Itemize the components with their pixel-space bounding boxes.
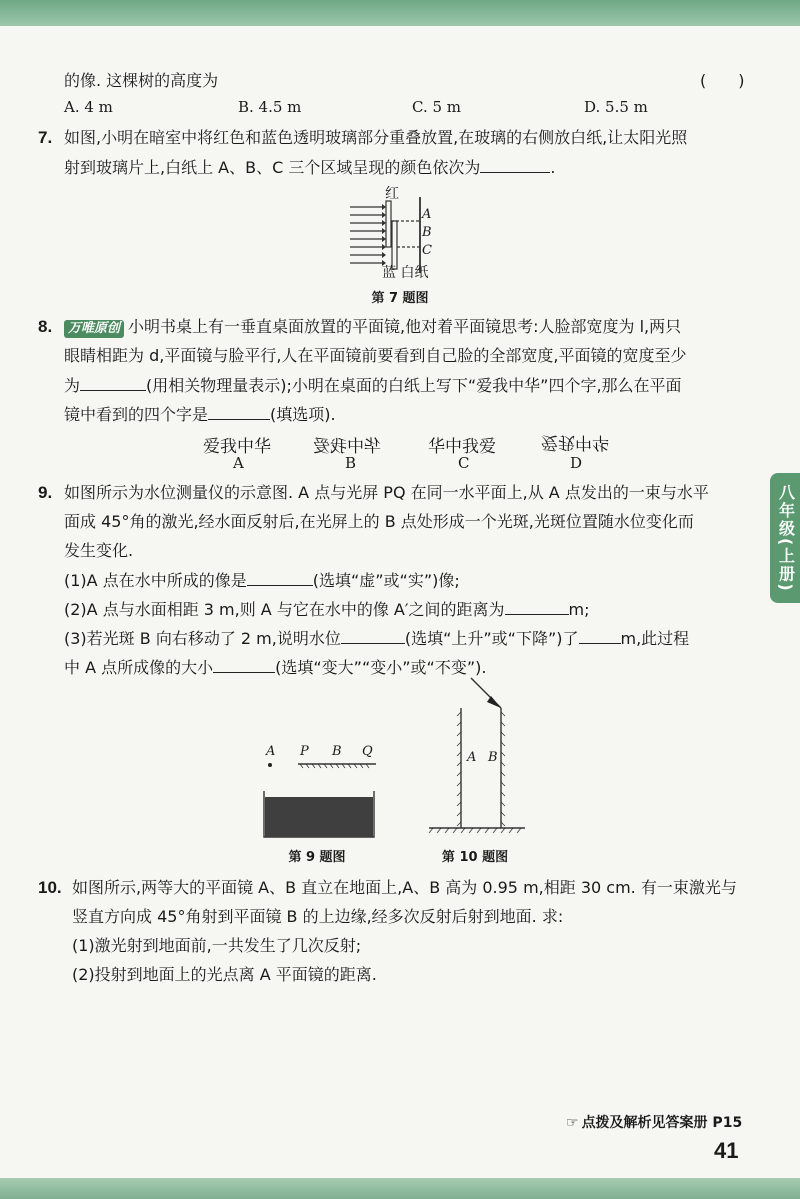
- fig9-label-p: P: [300, 744, 309, 759]
- fig10-caption: 第 10 题图: [441, 850, 509, 865]
- q8-choice-a-text: 爱我中华: [203, 437, 271, 457]
- pointer-icon: ☞: [566, 1115, 579, 1131]
- q10-sub-2: (2)投射到地面上的光点离 A 平面镜的距离.: [72, 965, 377, 984]
- q6-option-a: A. 4 m: [64, 98, 113, 116]
- q9-sub-4: 中 A 点所成像的大小 (选填“变大”“变小”或“不变”).: [64, 658, 487, 677]
- top-color-band: [0, 0, 800, 26]
- fig7-label-a: A: [422, 207, 432, 222]
- q9-line-3: 发生变化.: [64, 541, 134, 560]
- q6-option-c: C. 5 m: [412, 98, 462, 116]
- fig7-label-c: C: [422, 243, 432, 258]
- fig9-caption: 第 9 题图: [288, 850, 346, 865]
- figure-10-diagram: [425, 676, 530, 836]
- q8-choice-c-label: C: [458, 454, 470, 472]
- q8-line-3: 为 (用相关物理量表示);小明在桌面的白纸上写下“爱我中华”四个字,那么在平面: [64, 376, 682, 395]
- bottom-color-band: [0, 1178, 800, 1199]
- q9-number: 9.: [38, 483, 53, 502]
- fig10-label-b: B: [488, 750, 498, 765]
- q9-answer-blank-1[interactable]: [247, 569, 313, 586]
- fig9-label-b: B: [332, 744, 342, 759]
- page-number: 41: [714, 1138, 739, 1163]
- q9-answer-blank-4[interactable]: [579, 627, 621, 644]
- fig9-label-q: Q: [362, 744, 373, 759]
- fig7-caption: 第 7 题图: [371, 291, 429, 306]
- original-badge: 万唯原创: [64, 320, 124, 338]
- q10-line-2: 竖直方向成 45°角射到平面镜 B 的上边缘,经多次反射后射到地面. 求:: [72, 907, 564, 926]
- q6-answer-paren: ( ): [700, 71, 745, 90]
- q7-line-2: 射到玻璃片上,白纸上 A、B、C 三个区域呈现的颜色依次为 .: [64, 158, 556, 177]
- fig7-label-b: B: [422, 225, 432, 240]
- q7-answer-blank[interactable]: [480, 156, 550, 173]
- fig9-label-a: A: [266, 744, 276, 759]
- q9-answer-blank-3[interactable]: [341, 627, 405, 644]
- q6-option-d: D. 5.5 m: [584, 98, 648, 116]
- q10-sub-1: (1)激光射到地面前,一共发生了几次反射;: [72, 936, 362, 955]
- q8-line-4: 镜中看到的四个字是 (填选项).: [64, 405, 336, 424]
- q8-choice-b-text: 华中我爱: [313, 437, 381, 457]
- q8-number: 8.: [38, 317, 53, 336]
- q7-line-1: 如图,小明在暗室中将红色和蓝色透明玻璃部分重叠放置,在玻璃的右侧放白纸,让太阳光照: [64, 128, 688, 147]
- q9-line-1: 如图所示为水位测量仪的示意图. A 点与光屏 PQ 在同一水平面上,从 A 点发出的一束与水平: [64, 483, 709, 502]
- q6-option-b: B. 4.5 m: [238, 98, 302, 116]
- q8-answer-blank-2[interactable]: [208, 403, 270, 420]
- grade-side-tab: 八年级(上册): [770, 473, 800, 603]
- fig7-label-red: 红: [385, 186, 399, 202]
- q6-stem-end: 的像. 这棵树的高度为: [64, 71, 219, 90]
- answer-reference-note: ☞ 点拨及解析见答案册 P15: [566, 1115, 743, 1131]
- q8-choice-d-label: D: [570, 454, 583, 472]
- fig7-label-blue-paper: 蓝 白纸: [382, 265, 429, 281]
- q9-line-2: 面成 45°角的激光,经水面反射后,在光屏上的 B 点处形成一个光斑,光斑位置随水位变化而: [64, 512, 694, 531]
- q9-answer-blank-2[interactable]: [505, 598, 569, 615]
- fig10-label-a: A: [467, 750, 477, 765]
- q8-choice-a-label: A: [233, 454, 244, 472]
- q8-choice-d-text: 爱我中华: [541, 432, 609, 452]
- q9-sub-3: (3)若光斑 B 向右移动了 2 m,说明水位 (选填“上升”或“下降”)了 m,此过程: [64, 629, 690, 648]
- figure-9-diagram: [258, 755, 380, 840]
- q8-answer-blank-1[interactable]: [80, 374, 146, 391]
- q8-choice-b-label: B: [345, 454, 357, 472]
- q7-number: 7.: [38, 128, 53, 147]
- q8-line-2: 眼睛相距为 d,平面镜与脸平行,人在平面镜前要看到自己脸的全部宽度,平面镜的宽度至少: [64, 346, 687, 365]
- q8-choice-c-text: 华中我爱: [428, 437, 496, 457]
- q8-line-1: 万唯原创 小明书桌上有一垂直桌面放置的平面镜,他对着平面镜思考:人脸部宽度为 l,两只: [64, 316, 681, 338]
- q9-answer-blank-5[interactable]: [213, 656, 275, 673]
- q9-sub-2: (2)A 点与水面相距 3 m,则 A 与它在水中的像 A′之间的距离为 m;: [64, 600, 590, 619]
- q10-line-1: 如图所示,两等大的平面镜 A、B 直立在地面上,A、B 高为 0.95 m,相距 30 cm. 有一束激光与: [72, 878, 737, 897]
- q10-number: 10.: [38, 878, 62, 897]
- q9-sub-1: (1)A 点在水中所成的像是 (选填“虚”或“实”)像;: [64, 571, 460, 590]
